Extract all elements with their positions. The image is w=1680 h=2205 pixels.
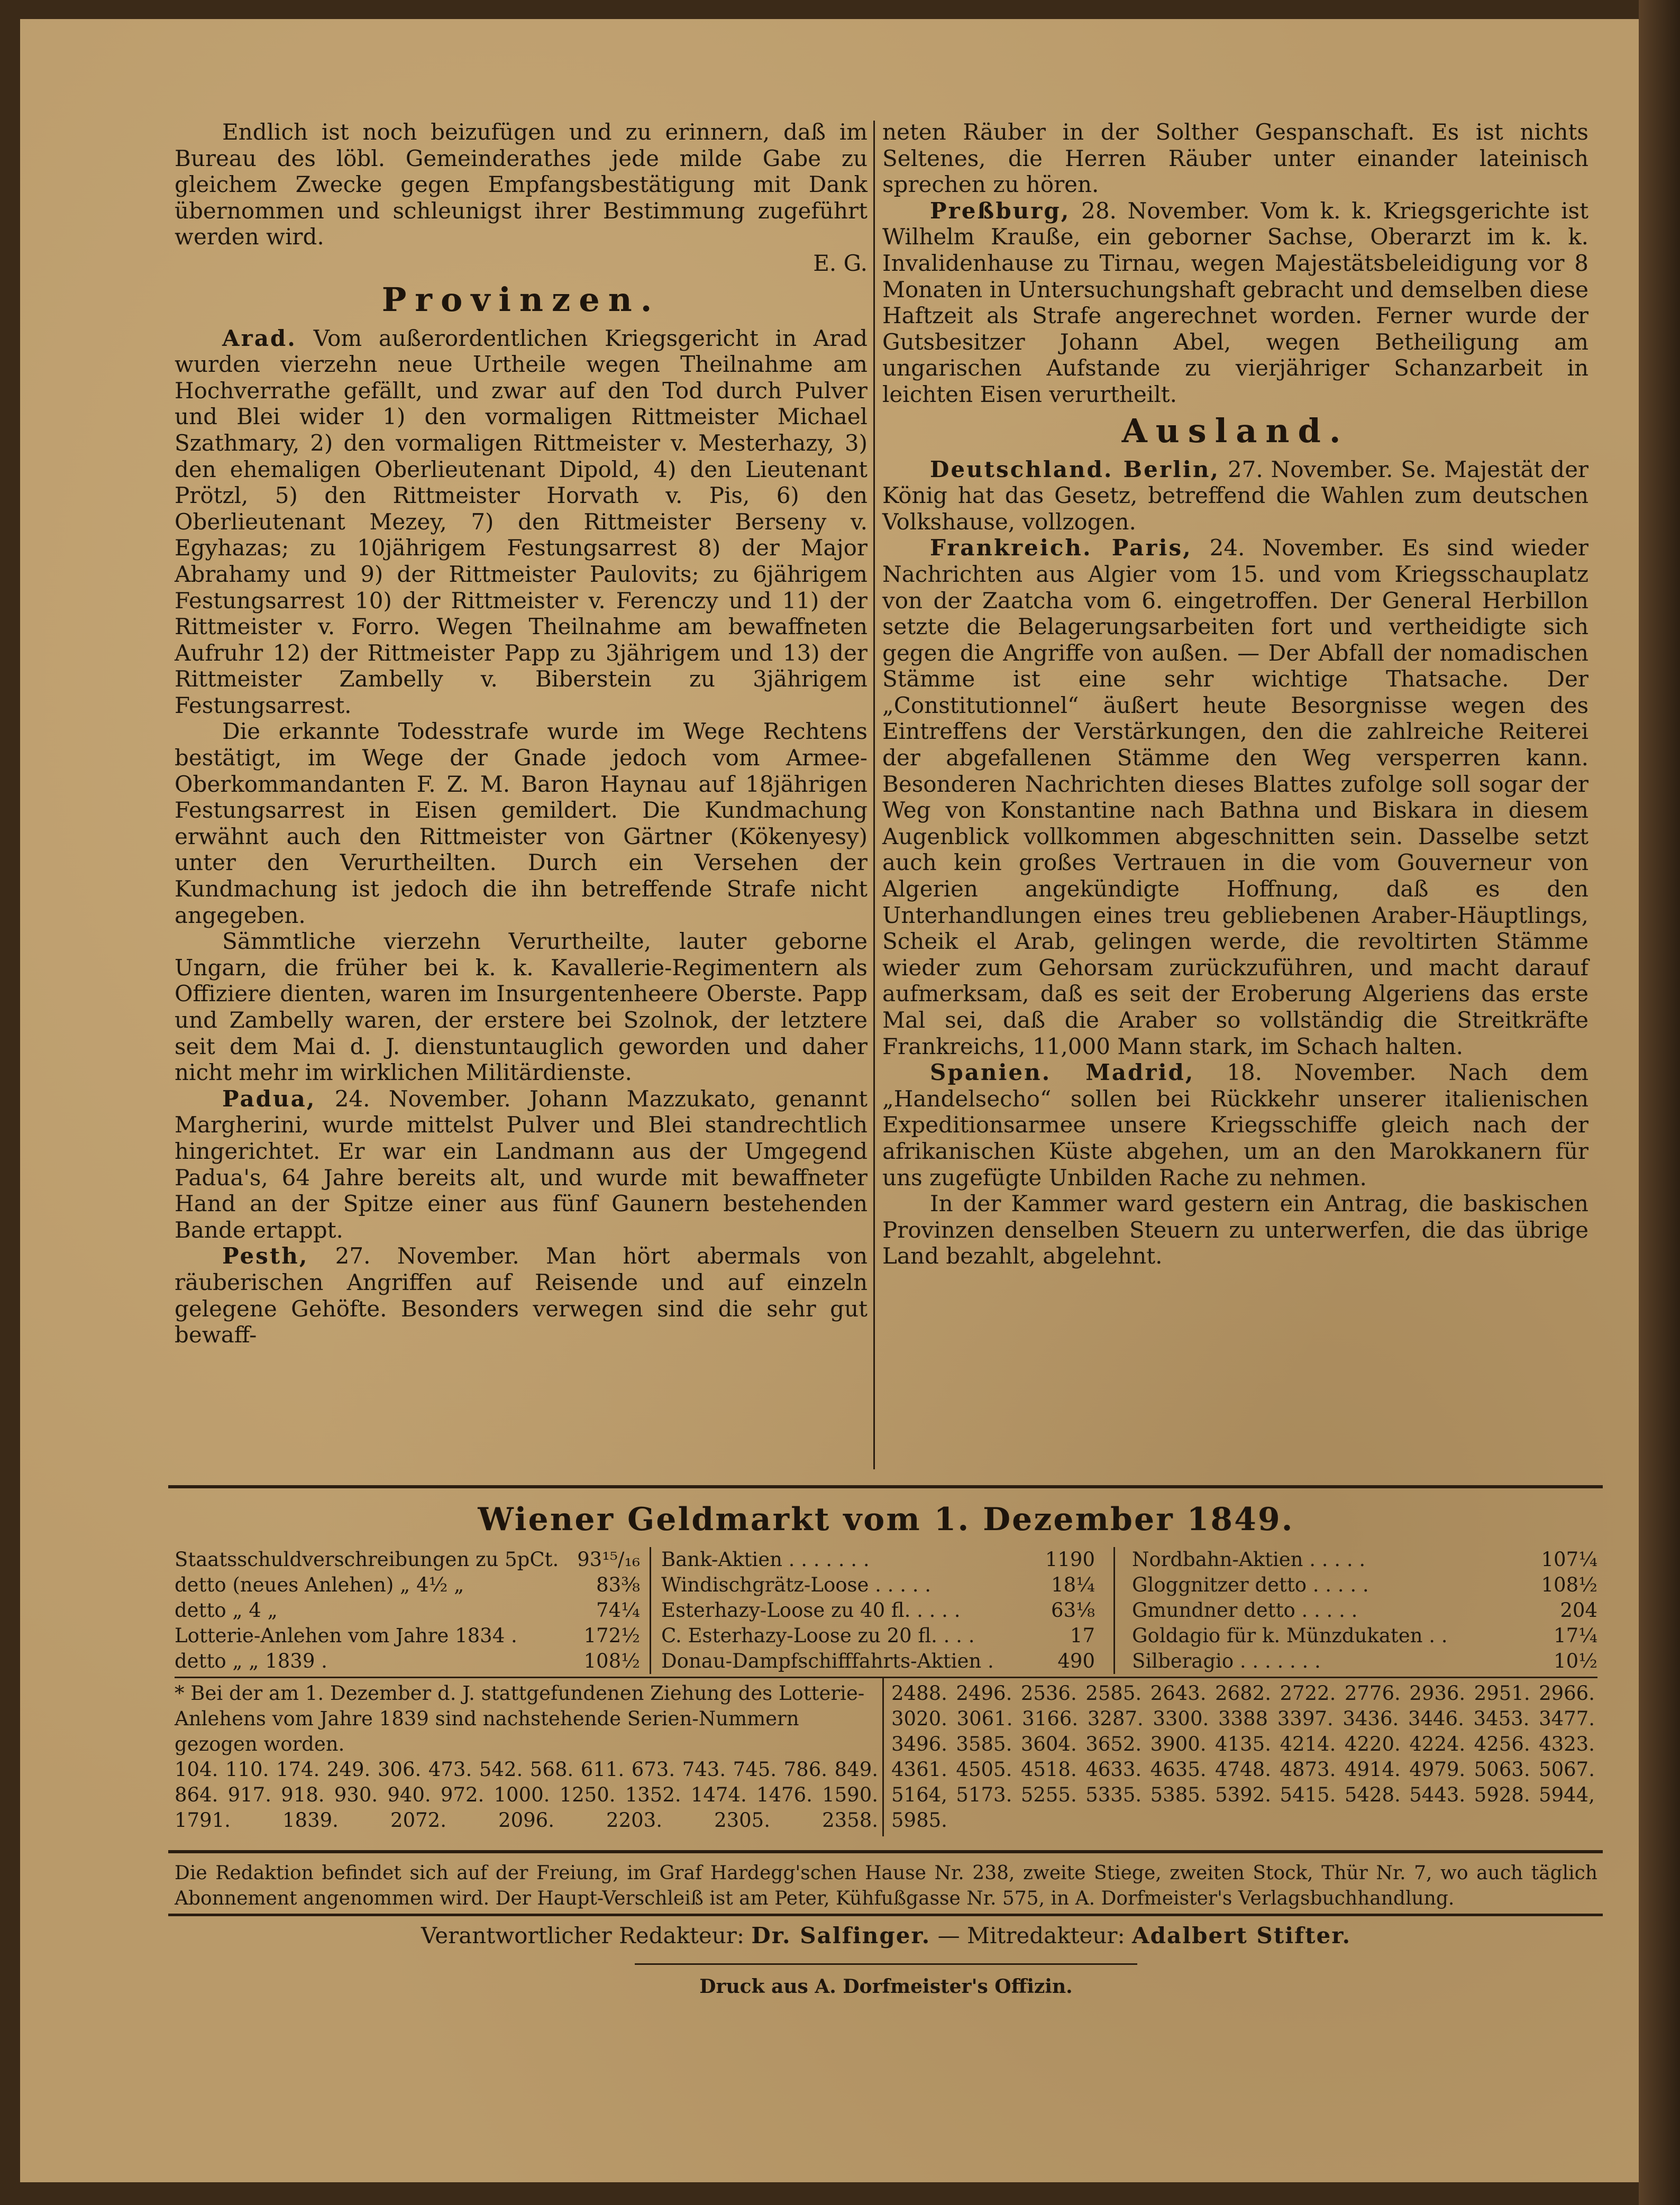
editor-dash: — Mitredakteur: xyxy=(937,1923,1125,1948)
spain-paragraph-2: In der Kammer ward gestern ein Antrag, die baskischen Provinzen denselben Steuern zu unterwerfen, die das übrige Land bezahlt, abgelehnt. xyxy=(882,1191,1588,1269)
section-heading-provinzen: Provinzen. xyxy=(381,280,661,319)
dateline-padua: Padua, xyxy=(222,1085,316,1112)
market-column-1 xyxy=(175,1547,640,1674)
book-gutter xyxy=(1639,0,1680,2205)
section-heading-ausland: Ausland. xyxy=(1121,411,1349,450)
dateline-pressburg: Preßburg, xyxy=(930,197,1071,224)
intro-signature: E. G. xyxy=(813,250,868,276)
series-divider xyxy=(882,1678,884,1836)
dateline-spain: Spanien. Madrid, xyxy=(930,1059,1195,1086)
market-row: detto (neues Anlehen) „ 4½ „ 83⅜ xyxy=(175,1573,640,1596)
rule-below-imprint xyxy=(168,1914,1603,1916)
article-france xyxy=(882,535,1588,1059)
arad-paragraph-2: Die erkannte Todesstrafe wurde im Wege Rechtens bestätigt, im Wege der Gnade jedoch vom Armee-Oberkommandanten F. Z. M. Baron Haynau auf 18jährigen Festungsarrest in Eisen gemildert. Die Kundmachung erwähnt auch den Rittmeister von Gärtner (Kökenyesy) unter den Verurtheilten. Durch ein Versehen der Kundmachung ist jedoch die ihn betreffende Strafe nicht angegeben. xyxy=(175,718,868,928)
dateline-arad: Arad. xyxy=(222,325,297,351)
pesth-continuation: neten Räuber in der Solther Gespanschaft. Es ist nichts Seltenes, die Herren Räuber unter einander lateinisch sprechen zu hören. xyxy=(882,119,1588,198)
article-germany xyxy=(882,456,1588,535)
market-row: Silberagio . . . . . . . 10½ xyxy=(1132,1650,1597,1672)
rule-above-imprint xyxy=(168,1850,1603,1853)
pesth-text: 27. November. Man hört abermals von räuberischen Angriffen auf Reisende und auf einzeln gelegene Gehöfte. Besonders verwegen sind die sehr gut bewaff- xyxy=(175,1243,868,1348)
series-note: * Bei der am 1. Dezember d. J. stattgefundenen Ziehung des Lotterie-Anlehens vom Jahre 1839 sind nachstehende Serien-Nummern gezogen worden. xyxy=(175,1682,865,1755)
market-row: detto „ 4 „ 74¼ xyxy=(175,1599,640,1622)
right-column xyxy=(882,119,1588,1269)
editor-prefix: Verantwortlicher Redakteur: xyxy=(421,1923,744,1948)
series-numbers-right: 2488. 2496. 2536. 2585. 2643. 2682. 2722. 2776. 2936. 2951. 2966. 3020. 3061. 3166. 3287. 3300. 3388 3397. 3436. 3446. 3453. 3477. 3496. 3585. 3604. 3652. 3900. 4135. 4214. 4220. 4224. 4256. 4323. 4361. 4505. 4518. 4633. 4635. 4748. 4873. 4914. 4979. 5063. 5067. 5164, 5173. 5255. 5335. 5385. 5392. 5415. 5428. 5443. 5928. 5944, 5985. xyxy=(891,1682,1595,1832)
left-column xyxy=(175,119,868,1348)
article-pesth xyxy=(175,1243,868,1348)
market-divider xyxy=(650,1547,651,1674)
market-row: Nordbahn-Aktien . . . . . 107¼ xyxy=(1132,1548,1597,1571)
editors-line xyxy=(175,1923,1597,1948)
market-column-2 xyxy=(661,1547,1095,1674)
column-rule xyxy=(873,121,875,1469)
market-row: Gmundner detto . . . . . 204 xyxy=(1132,1599,1597,1622)
article-arad xyxy=(175,325,868,719)
market-divider xyxy=(1113,1547,1115,1674)
market-row: Goldagio für k. Münzdukaten . . 17¼ xyxy=(1132,1624,1597,1647)
market-row: Esterhazy-Loose zu 40 fl. . . . . 63⅛ xyxy=(661,1599,1095,1622)
spain-text: 18. November. Nach dem „Handelsecho“ sollen bei Rückkehr unserer italienischen Expeditionsarmee unsere Kriegsschiffe gleich nach der afrikanischen Küste abgehen, um an den Marokkanern für uns zugefügte Unbilden Rache zu nehmen. xyxy=(882,1059,1588,1191)
co-editor: Adalbert Stifter. xyxy=(1132,1923,1352,1948)
market-row: Bank-Aktien . . . . . . . 1190 xyxy=(661,1548,1095,1571)
intro-paragraph: Endlich ist noch beizufügen und zu erinnern, daß im Bureau des löbl. Gemeinderathes jede milde Gabe zu gleichem Zwecke gegen Empfangsbestätigung mit Dank übernommen und schleunigst ihrer Bestimmung zugeführt werden wird. xyxy=(175,119,868,250)
printer-line: Druck aus A. Dorfmeister's Offizin. xyxy=(699,1975,1073,1998)
market-column-3 xyxy=(1132,1547,1597,1674)
dateline-germany: Deutschland. Berlin, xyxy=(930,456,1220,482)
market-row: Windischgrätz-Loose . . . . . 18¼ xyxy=(661,1573,1095,1596)
pressburg-text: 28. November. Vom k. k. Kriegsgerichte ist Wilhelm Krauße, ein geborner Sachse, Oberarzt im k. k. Invalidenhause zu Tirnau, wegen Majestätsbeleidigung vor 8 Monaten in Untersuchungshaft gebracht und demselben diese Haftzeit als Strafe angerechnet worden. Ferner wurde der Gutsbesitzer Johann Abel, wegen Betheiligung am ungarischen Aufstande zu vierjähriger Schanzarbeit in leichten Eisen verurtheilt. xyxy=(882,197,1588,407)
market-row: C. Esterhazy-Loose zu 20 fl. . . . 17 xyxy=(661,1624,1095,1647)
article-padua xyxy=(175,1086,868,1243)
rule-above-market xyxy=(168,1485,1603,1488)
market-row: Gloggnitzer detto . . . . . 108½ xyxy=(1132,1573,1597,1596)
rule-above-series xyxy=(175,1677,1597,1678)
market-row: detto „ „ 1839 . 108½ xyxy=(175,1650,640,1672)
padua-text: 24. November. Johann Mazzukato, genannt Margherini, wurde mittelst Pulver und Blei standrechtlich hingerichtet. Er war ein Landmann aus der Umgegend Padua's, 64 Jahre bereits alt, und wurde mit bewaffneter Hand an der Spitze einer aus fünf Gaunern bestehenden Bande ertappt. xyxy=(175,1085,868,1243)
article-spain xyxy=(882,1059,1588,1191)
arad-paragraph-3: Sämmtliche vierzehn Verurtheilte, lauter geborne Ungarn, die früher bei k. k. Kavallerie-Regimentern als Offiziere dienten, waren im Insurgentenheere Oberste. Papp und Zambelly waren, der erstere bei Szolnok, der letztere seit dem Mai d. J. dienstuntauglich geworden und daher nicht mehr im wirklichen Militärdienste. xyxy=(175,928,868,1086)
chief-editor: Dr. Salfinger. xyxy=(751,1923,931,1948)
market-row: Staatsschuldverschreibungen zu 5pCt. 93¹⁵/₁₆ xyxy=(175,1548,640,1571)
rule-below-editors xyxy=(635,1963,1137,1965)
dateline-pesth: Pesth, xyxy=(222,1243,309,1269)
arad-text: Vom außerordentlichen Kriegsgericht in Arad wurden vierzehn neue Urtheile wegen Theilnahme am Hochverrathe gefällt, und zwar auf den Tod durch Pulver und Blei wider 1) den vormaligen Rittmeister Michael Szathmary, 2) den vormaligen Rittmeister v. Mesterhazy, 3) den ehemaligen Oberlieutenant Dipold, 4) den Lieutenant Prötzl, 5) den Rittmeister Horvath v. Pis, 6) den Oberlieutenant Mezey, 7) den Rittmeister Berseny v. Egyhazas; zu 10jährigem Festungsarrest 8) der Major Abrahamy und 9) der Rittmeister Paulovits; zu 6jährigem Festungsarrest 10) der Rittmeister v. Ferenczy und 11) der Rittmeister v. Forro. Wegen Theilnahme am bewaffneten Aufruhr 12) der Rittmeister Papp zu 3jährigem und 13) der Rittmeister Zambelly v. Biberstein zu 3jährigem Festungsarrest. xyxy=(175,325,868,718)
france-text: 24. November. Es sind wieder Nachrichten aus Algier vom 15. und vom Kriegsschauplatz von der Zaatcha vom 6. eingetroffen. Der General Herbillon setzte die Belagerungsarbeiten fort und vertheidigte sich gegen die Angriffe von außen. — Der Abfall der nomadischen Stämme ist eine sehr wichtige Thatsache. Der „Constitutionnel“ äußert heute Besorgnisse wegen des Eintreffens der Verstärkungen, den die zahlreiche Reiterei der abgefallenen Stämme den Weg versperren kann. Besonderen Nachrichten dieses Blattes zufolge soll sogar der Weg von Konstantine nach Bathna und Biskara in diesem Augenblick vollkommen abgeschnitten sein. Dasselbe setzt auch kein großes Vertrauen in die vom Gouverneur von Algerien angekündigte Hoffnung, daß es den Unterhandlungen eines treu gebliebenen Araber-Häuptlings, Scheik el Arab, gelingen werde, die revoltirten Stämme wieder zum Gehorsam zurückzuführen, und macht darauf aufmerksam, daß es seit der Eroberung Algeriens das erste Mal sei, daß die Araber so vollständig die Streitkräfte Frankreichs, 11,000 Mann stark, im Schach halten. xyxy=(882,535,1588,1059)
article-pressburg xyxy=(882,198,1588,408)
market-row: Donau-Dampfschifffahrts-Aktien . 490 xyxy=(661,1650,1095,1672)
market-row: Lotterie-Anlehen vom Jahre 1834 . 172½ xyxy=(175,1624,640,1647)
series-numbers-left: 104. 110. 174. 249. 306. 473. 542. 568. 611. 673. 743. 745. 786. 849. 864. 917. 918. 930. 940. 972. 1000. 1250. 1352. 1474. 1476. 1590. 1791. 1839. 2072. 2096. 2203. 2305. 2358. xyxy=(175,1758,878,1832)
dateline-france: Frankreich. Paris, xyxy=(930,535,1192,561)
germany-text: 27. November. Se. Majestät der König hat das Gesetz, betreffend die Wahlen zum deutschen Volkshause, vollzogen. xyxy=(882,456,1589,535)
imprint-notice: Die Redaktion befindet sich auf der Freiung, im Graf Hardegg'schen Hause Nr. 238, zweite Stiege, zweiten Stock, Thür Nr. 7, wo auch täglich Abonnement angenommen wird. Der Haupt-Verschleiß ist am Peter, Kühfußgasse Nr. 575, in A. Dorfmeister's Verlagsbuchhandlung. xyxy=(175,1862,1597,1909)
market-title: Wiener Geldmarkt vom 1. Dezember 1849. xyxy=(478,1501,1294,1538)
